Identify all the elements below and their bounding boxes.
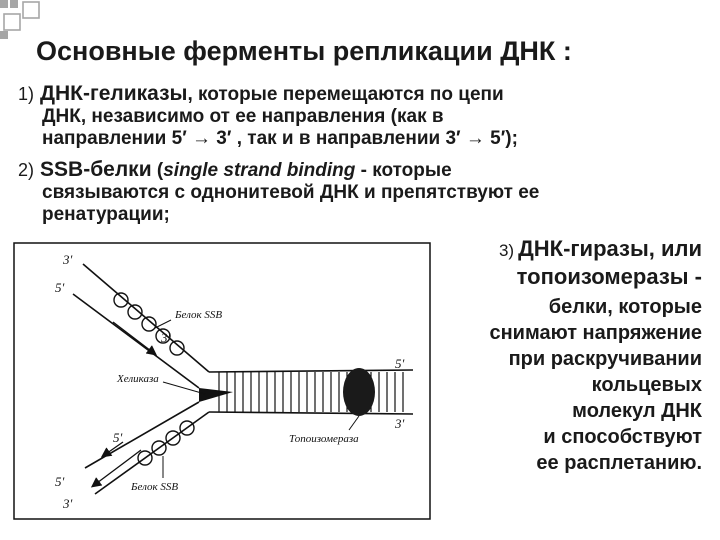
list-item-helicases: [18, 82, 678, 150]
label-mid-5prime: 5′: [113, 430, 123, 445]
list-item-ssb: [18, 158, 678, 226]
item-body-line: молекул ДНК: [572, 400, 702, 422]
item-line: ДНК, независимо от ее направления (как в: [42, 106, 444, 127]
label-helicase: Хеликаза: [117, 373, 159, 385]
item-text: - которые: [355, 160, 452, 181]
item-lead: SSB-белки: [40, 158, 152, 181]
label-ssb-top: Белок SSB: [175, 309, 223, 321]
item-body-line: белки, которые: [548, 296, 702, 318]
item-paren: (: [151, 160, 164, 181]
label-ssb-bottom: Белок SSB: [131, 481, 179, 493]
duplex-rungs: [219, 372, 403, 412]
label-bottom-3prime: 3′: [63, 496, 73, 511]
list-item-gyrases: [430, 236, 702, 476]
item-body-line: кольцевых: [591, 374, 702, 396]
label-topoisomerase: Топоизомераза: [289, 433, 359, 445]
ssb-proteins-upper: [114, 293, 184, 355]
helicase-wedge: [199, 388, 233, 402]
topoisomerase-pointer: [349, 416, 359, 430]
label-right-3prime: 3′: [395, 416, 405, 431]
replication-fork-diagram: [13, 242, 433, 522]
item-lead: ДНК-гиразы, или: [518, 236, 702, 261]
label-top-3prime: 3′: [63, 252, 73, 267]
item-body-line: ее расплетанию.: [536, 452, 702, 474]
page-title: Основные ферменты репликации ДНК :: [36, 36, 572, 66]
duplex-strand-bottom: [209, 412, 413, 414]
item-lead: ДНК-геликазы: [40, 82, 188, 105]
item-body-line: и способствуют: [543, 426, 702, 448]
label-right-5prime: 5′: [395, 356, 405, 371]
ssb-top-pointer: [155, 320, 171, 328]
strand-arrow-upper: [113, 322, 155, 354]
label-top-5prime: 5′: [55, 280, 65, 295]
item-number: 1): [18, 84, 35, 104]
item-text: , которые перемещаются по цепи: [187, 84, 504, 105]
item-line: связываются с однонитевой ДНК и препятствуют ее: [42, 182, 540, 203]
item-line: топоизомеразы -: [516, 264, 702, 289]
item-italic: single strand binding: [163, 160, 356, 181]
item-body-line: при раскручивании: [508, 348, 702, 370]
item-line: направлении 5′ → 3′ , так и в направлении 3′ → 5′);: [42, 128, 518, 149]
item-number: 3): [498, 241, 515, 260]
item-number: 2): [18, 160, 35, 180]
topoisomerase-blob: [343, 368, 375, 416]
lower-strand-inner: [85, 402, 199, 468]
item-line: ренатурации;: [42, 204, 170, 225]
duplex-strand-top: [209, 370, 413, 372]
item-body-line: снимают напряжение: [489, 322, 702, 344]
label-mid-3prime: 3′: [161, 330, 171, 345]
label-bottom-5prime: 5′: [55, 474, 65, 489]
